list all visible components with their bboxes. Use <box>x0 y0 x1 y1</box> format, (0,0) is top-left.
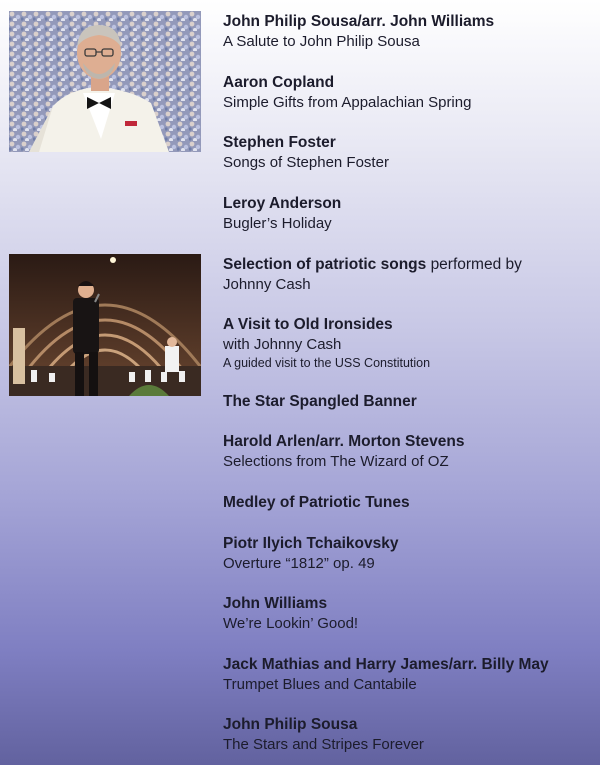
program-item-composer: Jack Mathias and Harry James/arr. Billy May <box>223 656 549 673</box>
program-item <box>223 534 398 574</box>
stage-photo <box>9 254 201 396</box>
program-item-title: The Stars and Stripes Forever <box>223 736 424 753</box>
program-item-composer: Stephen Foster <box>223 134 336 151</box>
program-item-composer: Piotr Ilyich Tchaikovsky <box>223 535 399 552</box>
program-item-note: A guided visit to the USS Constitution <box>223 356 431 370</box>
program-item-composer <box>223 255 522 275</box>
program-item <box>223 73 471 113</box>
program-item-title: Simple Gifts from Appalachian Spring <box>223 94 472 111</box>
program-item <box>223 194 341 234</box>
program-item <box>223 392 417 412</box>
program-item-composer: John Philip Sousa/arr. John Williams <box>223 13 495 30</box>
program-item-heading: Selection of patriotic songs <box>223 256 427 273</box>
program-item <box>223 432 464 472</box>
program-item <box>223 715 424 755</box>
program-item <box>223 255 522 295</box>
program-item <box>223 12 494 52</box>
conductor-image <box>9 11 201 152</box>
program-item-title: with Johnny Cash <box>223 336 342 353</box>
program-item <box>223 655 549 695</box>
stage-image <box>9 254 201 396</box>
program-item-composer: Harold Arlen/arr. Morton Stevens <box>223 433 465 450</box>
conductor-photo <box>9 11 201 152</box>
program-item-title: We’re Lookin’ Good! <box>223 615 359 632</box>
program-item-title: Selections from The Wizard of OZ <box>223 453 449 470</box>
program-item-title: Overture “1812” op. 49 <box>223 555 375 572</box>
program-item <box>223 493 410 513</box>
program-item-title: Bugler’s Holiday <box>223 215 332 232</box>
program-item-composer: Aaron Copland <box>223 74 335 91</box>
program-item <box>223 133 389 173</box>
program-item-composer: Medley of Patriotic Tunes <box>223 494 410 511</box>
program-item-suffix: performed by <box>430 256 522 273</box>
program-item <box>223 315 430 371</box>
program-item-composer: Leroy Anderson <box>223 195 342 212</box>
program-item-composer: John Williams <box>223 595 328 612</box>
program-item <box>223 594 358 634</box>
program-item-title: Johnny Cash <box>223 276 311 293</box>
program-item-composer: John Philip Sousa <box>223 716 358 733</box>
program-item-title: Songs of Stephen Foster <box>223 154 389 171</box>
program-item-composer: The Star Spangled Banner <box>223 393 417 410</box>
program-item-title: A Salute to John Philip Sousa <box>223 33 420 50</box>
program-item-composer: A Visit to Old Ironsides <box>223 316 393 333</box>
program-item-title: Trumpet Blues and Cantabile <box>223 676 417 693</box>
